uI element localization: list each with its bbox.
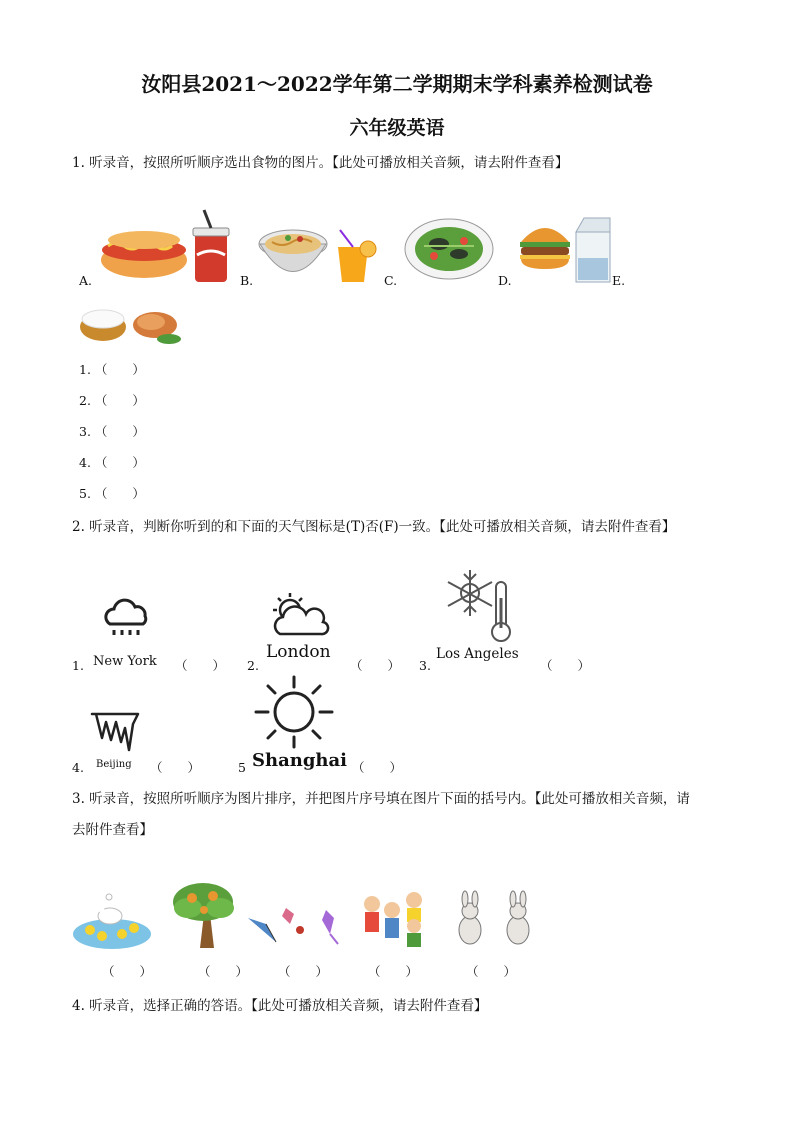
page-subtitle: 六年级英语: [349, 117, 445, 139]
q2-item-1-city: New York: [93, 654, 157, 669]
question-2-prompt: 2. 听录音，判断你听到的和下面的天气图标是(T)否(F)一致。【此处可播放相关音频，请去附件查看】: [72, 519, 676, 535]
q2-item-1-paren[interactable]: （ ）: [175, 658, 226, 673]
icicle-icon: [90, 712, 140, 754]
page-title: 汝阳县2021～2022学年第二学期期末学科素养检测试卷: [141, 72, 653, 96]
option-c-label: C.: [384, 273, 398, 288]
q3-paren-4[interactable]: （ ）: [368, 964, 419, 979]
q1-answer-1[interactable]: 1. （ ）: [79, 362, 145, 377]
q3-paren-3[interactable]: （ ）: [278, 964, 329, 979]
q2-item-3-paren[interactable]: （ ）: [540, 658, 591, 673]
q2-item-3-city: Los Angeles: [436, 646, 519, 662]
rabbits-icon: [446, 894, 544, 948]
question-4-prompt: 4. 听录音，选择正确的答语。【此处可播放相关音频，请去附件查看】: [72, 998, 488, 1014]
q3-paren-5[interactable]: （ ）: [466, 964, 517, 979]
option-e-label: E.: [612, 273, 626, 288]
tree-birds-icon: [168, 878, 238, 948]
q2-item-2-paren[interactable]: （ ）: [350, 658, 401, 673]
q2-item-4-city: Beijing: [96, 759, 132, 770]
salad-icon: [404, 216, 494, 282]
q3-paren-1[interactable]: （ ）: [102, 964, 153, 979]
q3-paren-2[interactable]: （ ）: [198, 964, 249, 979]
option-b-label: B.: [240, 273, 254, 288]
q2-item-2-city: London: [266, 642, 331, 662]
q1-answer-5[interactable]: 5. （ ）: [79, 486, 145, 501]
q2-item-5-number: 5: [238, 760, 246, 775]
option-d-label: D.: [498, 273, 512, 288]
q2-item-2-number: 2.: [247, 658, 259, 673]
hamburger-milk-icon: [518, 214, 616, 286]
q2-item-5-paren[interactable]: （ ）: [352, 760, 403, 775]
q1-answer-3[interactable]: 3. （ ）: [79, 424, 145, 439]
q2-item-4-number: 4.: [72, 760, 84, 775]
snowflake-thermometer-icon: [442, 568, 518, 644]
option-a-label: A.: [79, 273, 93, 288]
sun-cloud-icon: [268, 592, 330, 640]
question-1-prompt: 1. 听录音，按照所听顺序选出食物的图片。【此处可播放相关音频，请去附件查看】: [72, 155, 569, 171]
question-3-prompt-line1: 3. 听录音，按照所听顺序为图片排序，并把图片序号填在图片下面的括号内。【此处可播放相关音频，请: [72, 791, 690, 807]
q1-answer-4[interactable]: 4. （ ）: [79, 455, 145, 470]
q2-item-4-paren[interactable]: （ ）: [150, 760, 201, 775]
noodles-orange-juice-icon: [258, 222, 380, 287]
hotdog-cola-icon: [98, 210, 238, 285]
ducks-pond-icon: [72, 894, 152, 950]
question-3-prompt-line2: 去附件查看】: [72, 822, 153, 838]
rainy-cloud-icon: [102, 598, 152, 642]
sun-icon: [252, 675, 336, 749]
rice-chicken-icon: [79, 305, 183, 347]
q2-item-3-number: 3.: [419, 658, 431, 673]
q1-answer-2[interactable]: 2. （ ）: [79, 393, 145, 408]
kites-icon: [246, 904, 350, 946]
children-icon: [358, 890, 430, 948]
q2-item-1-number: 1.: [72, 658, 84, 673]
q2-item-5-city: Shanghai: [252, 750, 348, 771]
